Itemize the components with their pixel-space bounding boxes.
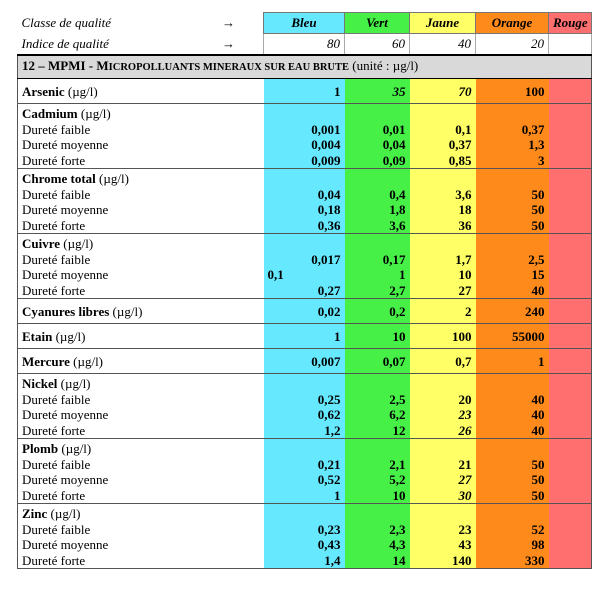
- row-label-plomb: Plomb (µg/l): [18, 439, 264, 457]
- index-rouge: [549, 34, 592, 56]
- index-vert: 60: [345, 34, 410, 56]
- row-label: Dureté moyenne: [18, 537, 264, 553]
- row-label: Dureté moyenne: [18, 202, 264, 218]
- table-row: [18, 202, 592, 218]
- value-vert: 4,3: [345, 537, 410, 553]
- value-jaune: 36: [410, 218, 476, 234]
- table-row: [18, 153, 592, 169]
- value-vert: 2,1: [345, 457, 410, 473]
- value-bleu: 0,009: [264, 153, 345, 169]
- micropollutants-table: [17, 12, 592, 569]
- table-row: [18, 472, 592, 488]
- row-label: Dureté faible: [18, 522, 264, 538]
- table-row: [18, 267, 592, 283]
- table-row: [18, 169, 592, 187]
- value-jaune: 18: [410, 202, 476, 218]
- value-jaune: 21: [410, 457, 476, 473]
- quality-index-row: [18, 34, 592, 56]
- value-orange: 15: [476, 267, 549, 283]
- table-row: [18, 283, 592, 299]
- value-bleu: 1,2: [264, 423, 345, 439]
- value-vert: 0,07: [345, 349, 410, 374]
- value-vert: 3,6: [345, 218, 410, 234]
- value-bleu: 0,007: [264, 349, 345, 374]
- value-jaune: 26: [410, 423, 476, 439]
- table-row: [18, 187, 592, 203]
- row-label: Dureté moyenne: [18, 267, 264, 283]
- class-rouge: Rouge: [549, 13, 592, 34]
- value-orange: 1,3: [476, 137, 549, 153]
- row-label-zinc: Zinc (µg/l): [18, 504, 264, 522]
- value-rouge: [549, 79, 592, 104]
- row-label: Dureté forte: [18, 423, 264, 439]
- table-row: [18, 218, 592, 234]
- table-row: [18, 252, 592, 268]
- value-bleu: 1: [264, 79, 345, 104]
- table-row: [18, 299, 592, 324]
- row-label-cuivre: Cuivre (µg/l): [18, 234, 264, 252]
- value-orange: 100: [476, 79, 549, 104]
- row-label: Dureté moyenne: [18, 472, 264, 488]
- value-orange: 55000: [476, 324, 549, 349]
- value-vert: 2,3: [345, 522, 410, 538]
- class-bleu: Bleu: [264, 13, 345, 34]
- index-orange: 20: [476, 34, 549, 56]
- value-bleu: 0,1: [264, 267, 345, 283]
- value-orange: 40: [476, 392, 549, 408]
- row-label: Dureté faible: [18, 392, 264, 408]
- table-row: [18, 553, 592, 569]
- value-bleu: 0,43: [264, 537, 345, 553]
- value-bleu: 0,017: [264, 252, 345, 268]
- value-bleu: 0,52: [264, 472, 345, 488]
- value-bleu: 0,02: [264, 299, 345, 324]
- value-bleu: 1: [264, 324, 345, 349]
- value-vert: 10: [345, 324, 410, 349]
- value-jaune: 10: [410, 267, 476, 283]
- value-vert: 1: [345, 267, 410, 283]
- quality-index-label: Indice de qualité: [21, 36, 109, 51]
- row-label: Dureté faible: [18, 457, 264, 473]
- table-row: [18, 137, 592, 153]
- row-label: Dureté forte: [18, 488, 264, 504]
- value-vert: 0,01: [345, 122, 410, 138]
- table-row: [18, 423, 592, 439]
- row-label-cadmium: Cadmium (µg/l): [18, 104, 264, 122]
- value-jaune: 27: [410, 283, 476, 299]
- quality-index-header: [18, 34, 264, 56]
- value-jaune: 30: [410, 488, 476, 504]
- table-row: [18, 349, 592, 374]
- table-row: [18, 537, 592, 553]
- value-vert: 0,2: [345, 299, 410, 324]
- value-bleu: 1,4: [264, 553, 345, 569]
- value-vert: 6,2: [345, 407, 410, 423]
- value-bleu: 0,21: [264, 457, 345, 473]
- value-orange: 50: [476, 187, 549, 203]
- section-header-row: [18, 55, 592, 79]
- value-orange: 50: [476, 457, 549, 473]
- value-vert: 35: [345, 79, 410, 104]
- row-label: Dureté faible: [18, 252, 264, 268]
- row-label-mercure: Mercure (µg/l): [18, 349, 264, 374]
- table-row: [18, 392, 592, 408]
- value-orange: 98: [476, 537, 549, 553]
- row-label: Dureté forte: [18, 553, 264, 569]
- value-jaune: 43: [410, 537, 476, 553]
- value-vert: 12: [345, 423, 410, 439]
- value-jaune: 0,7: [410, 349, 476, 374]
- value-jaune: 27: [410, 472, 476, 488]
- value-bleu: 0,001: [264, 122, 345, 138]
- value-vert: 0,09: [345, 153, 410, 169]
- table-row: [18, 488, 592, 504]
- row-label: Dureté moyenne: [18, 407, 264, 423]
- value-bleu: 0,36: [264, 218, 345, 234]
- value-orange: 50: [476, 472, 549, 488]
- right-arrow-icon: →: [222, 36, 235, 51]
- class-jaune: Jaune: [410, 13, 476, 34]
- row-label-arsenic: Arsenic (µg/l): [18, 79, 264, 104]
- value-bleu: 1: [264, 488, 345, 504]
- value-jaune: 0,85: [410, 153, 476, 169]
- row-label-chrome: Chrome total (µg/l): [18, 169, 264, 187]
- index-jaune: 40: [410, 34, 476, 56]
- row-label: Dureté faible: [18, 187, 264, 203]
- row-label: Dureté moyenne: [18, 137, 264, 153]
- table-row: [18, 439, 592, 457]
- value-orange: 40: [476, 283, 549, 299]
- value-orange: 40: [476, 423, 549, 439]
- table-row: [18, 104, 592, 122]
- value-vert: 1,8: [345, 202, 410, 218]
- row-label: Dureté forte: [18, 218, 264, 234]
- value-jaune: 0,1: [410, 122, 476, 138]
- class-orange: Orange: [476, 13, 549, 34]
- value-orange: 330: [476, 553, 549, 569]
- row-label: Dureté forte: [18, 153, 264, 169]
- value-orange: 50: [476, 218, 549, 234]
- value-jaune: 20: [410, 392, 476, 408]
- quality-class-label: Classe de qualité: [21, 15, 112, 31]
- table-row: [18, 457, 592, 473]
- quality-class-row: [18, 13, 592, 34]
- value-orange: 0,37: [476, 122, 549, 138]
- row-label-etain: Etain (µg/l): [18, 324, 264, 349]
- value-bleu: 0,27: [264, 283, 345, 299]
- value-jaune: 3,6: [410, 187, 476, 203]
- value-jaune: 0,37: [410, 137, 476, 153]
- value-bleu: 0,18: [264, 202, 345, 218]
- right-arrow-icon: →: [222, 15, 235, 31]
- row-label-cyanures: Cyanures libres (µg/l): [18, 299, 264, 324]
- value-vert: 2,7: [345, 283, 410, 299]
- row-label-nickel: Nickel (µg/l): [18, 374, 264, 392]
- value-orange: 52: [476, 522, 549, 538]
- value-vert: 0,04: [345, 137, 410, 153]
- value-orange: 50: [476, 488, 549, 504]
- value-jaune: 2: [410, 299, 476, 324]
- value-jaune: 23: [410, 522, 476, 538]
- index-bleu: 80: [264, 34, 345, 56]
- value-jaune: 23: [410, 407, 476, 423]
- value-orange: 40: [476, 407, 549, 423]
- value-orange: 2,5: [476, 252, 549, 268]
- table-row: [18, 122, 592, 138]
- value-vert: 0,17: [345, 252, 410, 268]
- value-bleu: 0,04: [264, 187, 345, 203]
- table-row: [18, 324, 592, 349]
- value-bleu: 0,62: [264, 407, 345, 423]
- row-label: Dureté faible: [18, 122, 264, 138]
- value-vert: 10: [345, 488, 410, 504]
- value-vert: 2,5: [345, 392, 410, 408]
- value-orange: 50: [476, 202, 549, 218]
- class-vert: Vert: [345, 13, 410, 34]
- value-bleu: 0,25: [264, 392, 345, 408]
- row-label: Dureté forte: [18, 283, 264, 299]
- table-row: [18, 374, 592, 392]
- quality-class-header: [18, 13, 264, 34]
- table-row: [18, 79, 592, 104]
- value-vert: 0,4: [345, 187, 410, 203]
- value-jaune: 70: [410, 79, 476, 104]
- value-jaune: 140: [410, 553, 476, 569]
- table-row: [18, 407, 592, 423]
- value-bleu: 0,004: [264, 137, 345, 153]
- value-orange: 1: [476, 349, 549, 374]
- section-title: 12 – MPMI - MICROPOLLUANTS MINERAUX SUR EAU BRUTE (unité : µg/l): [18, 55, 592, 79]
- table-row: [18, 504, 592, 522]
- value-vert: 5,2: [345, 472, 410, 488]
- value-bleu: 0,23: [264, 522, 345, 538]
- table-row: [18, 234, 592, 252]
- value-jaune: 1,7: [410, 252, 476, 268]
- table-row: [18, 522, 592, 538]
- value-orange: 240: [476, 299, 549, 324]
- value-orange: 3: [476, 153, 549, 169]
- value-vert: 14: [345, 553, 410, 569]
- value-jaune: 100: [410, 324, 476, 349]
